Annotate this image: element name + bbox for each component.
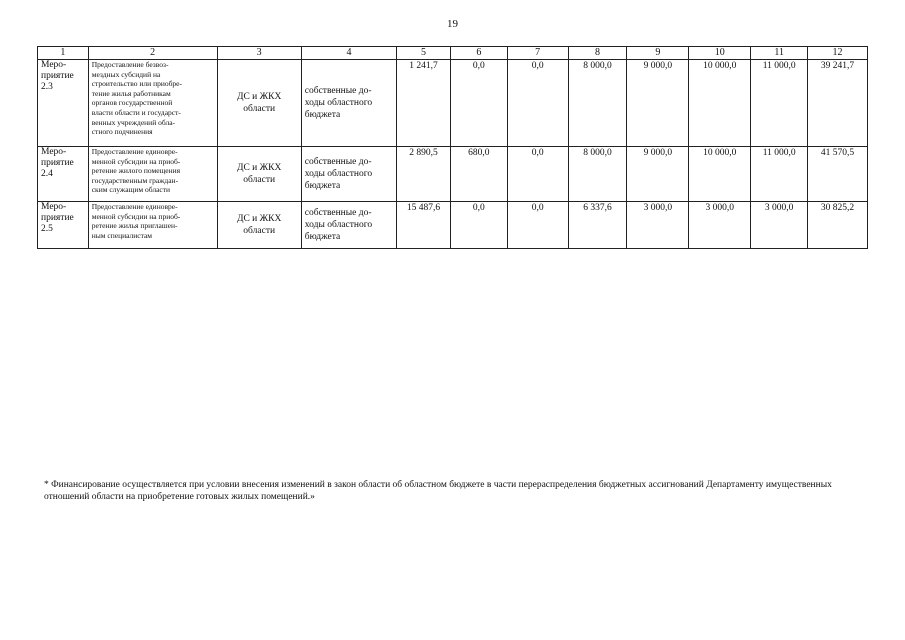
value-cell: 3 000,0 [689, 202, 751, 249]
value-cell: 0,0 [450, 60, 507, 147]
value-cell: 11 000,0 [751, 60, 808, 147]
table-row [38, 202, 868, 249]
measure-cell: Меро- приятие 2.3 [38, 60, 89, 147]
column-header: 11 [751, 47, 808, 60]
value-cell: 15 487,6 [397, 202, 451, 249]
value-cell: 6 337,6 [568, 202, 627, 249]
table-row [38, 60, 868, 147]
value-cell: 680,0 [450, 147, 507, 202]
column-header: 12 [808, 47, 868, 60]
value-cell: 2 890,5 [397, 147, 451, 202]
value-cell: 8 000,0 [568, 60, 627, 147]
value-cell: 3 000,0 [627, 202, 689, 249]
measure-cell: Меро- приятие 2.5 [38, 202, 89, 249]
executor-cell: ДС и ЖКХ области [217, 147, 301, 202]
value-cell: 10 000,0 [689, 60, 751, 147]
funding-source-cell: собственные до- ходы областного бюджета [301, 147, 396, 202]
total-cell: 41 570,5 [808, 147, 868, 202]
total-cell: 30 825,2 [808, 202, 868, 249]
value-cell: 11 000,0 [751, 147, 808, 202]
value-cell: 9 000,0 [627, 147, 689, 202]
column-header: 10 [689, 47, 751, 60]
total-cell: 39 241,7 [808, 60, 868, 147]
column-header: 8 [568, 47, 627, 60]
footnote: * Финансирование осуществляется при условии внесения изменений в закон области об областном бюджете в части перераспределения бюджетных ассигнований Департаменту имущественных отношений области на приобретение готовых жилых помещений.» [44, 480, 832, 502]
funding-source-cell: собственные до- ходы областного бюджета [301, 202, 396, 249]
column-header: 6 [450, 47, 507, 60]
value-cell: 1 241,7 [397, 60, 451, 147]
executor-cell: ДС и ЖКХ области [217, 60, 301, 147]
column-header: 2 [88, 47, 217, 60]
description-cell: Предоставление безвоз- мездных субсидий на строительство или приобре- тение жилья работникам органов государственной власти области и государст- венных учреждений обла- стного подчинения [88, 60, 217, 147]
measure-cell: Меро- приятие 2.4 [38, 147, 89, 202]
value-cell: 0,0 [507, 147, 568, 202]
value-cell: 8 000,0 [568, 147, 627, 202]
value-cell: 0,0 [507, 60, 568, 147]
funding-source-cell: собственные до- ходы областного бюджета [301, 60, 396, 147]
column-header: 1 [38, 47, 89, 60]
description-cell: Предоставление единовре- менной субсидии на приоб- ретение жилого помещения государственным граждан- ским служащим области [88, 147, 217, 202]
executor-cell: ДС и ЖКХ области [217, 202, 301, 249]
table-header-row [38, 47, 868, 60]
description-cell: Предоставление единовре- менной субсидии на приоб- ретение жилья приглашен- ным специалистам [88, 202, 217, 249]
table-row [38, 147, 868, 202]
value-cell: 3 000,0 [751, 202, 808, 249]
value-cell: 0,0 [507, 202, 568, 249]
value-cell: 9 000,0 [627, 60, 689, 147]
page-number: 19 [447, 18, 458, 30]
budget-table [37, 46, 868, 249]
value-cell: 0,0 [450, 202, 507, 249]
column-header: 3 [217, 47, 301, 60]
value-cell: 10 000,0 [689, 147, 751, 202]
column-header: 5 [397, 47, 451, 60]
column-header: 9 [627, 47, 689, 60]
column-header: 7 [507, 47, 568, 60]
column-header: 4 [301, 47, 396, 60]
